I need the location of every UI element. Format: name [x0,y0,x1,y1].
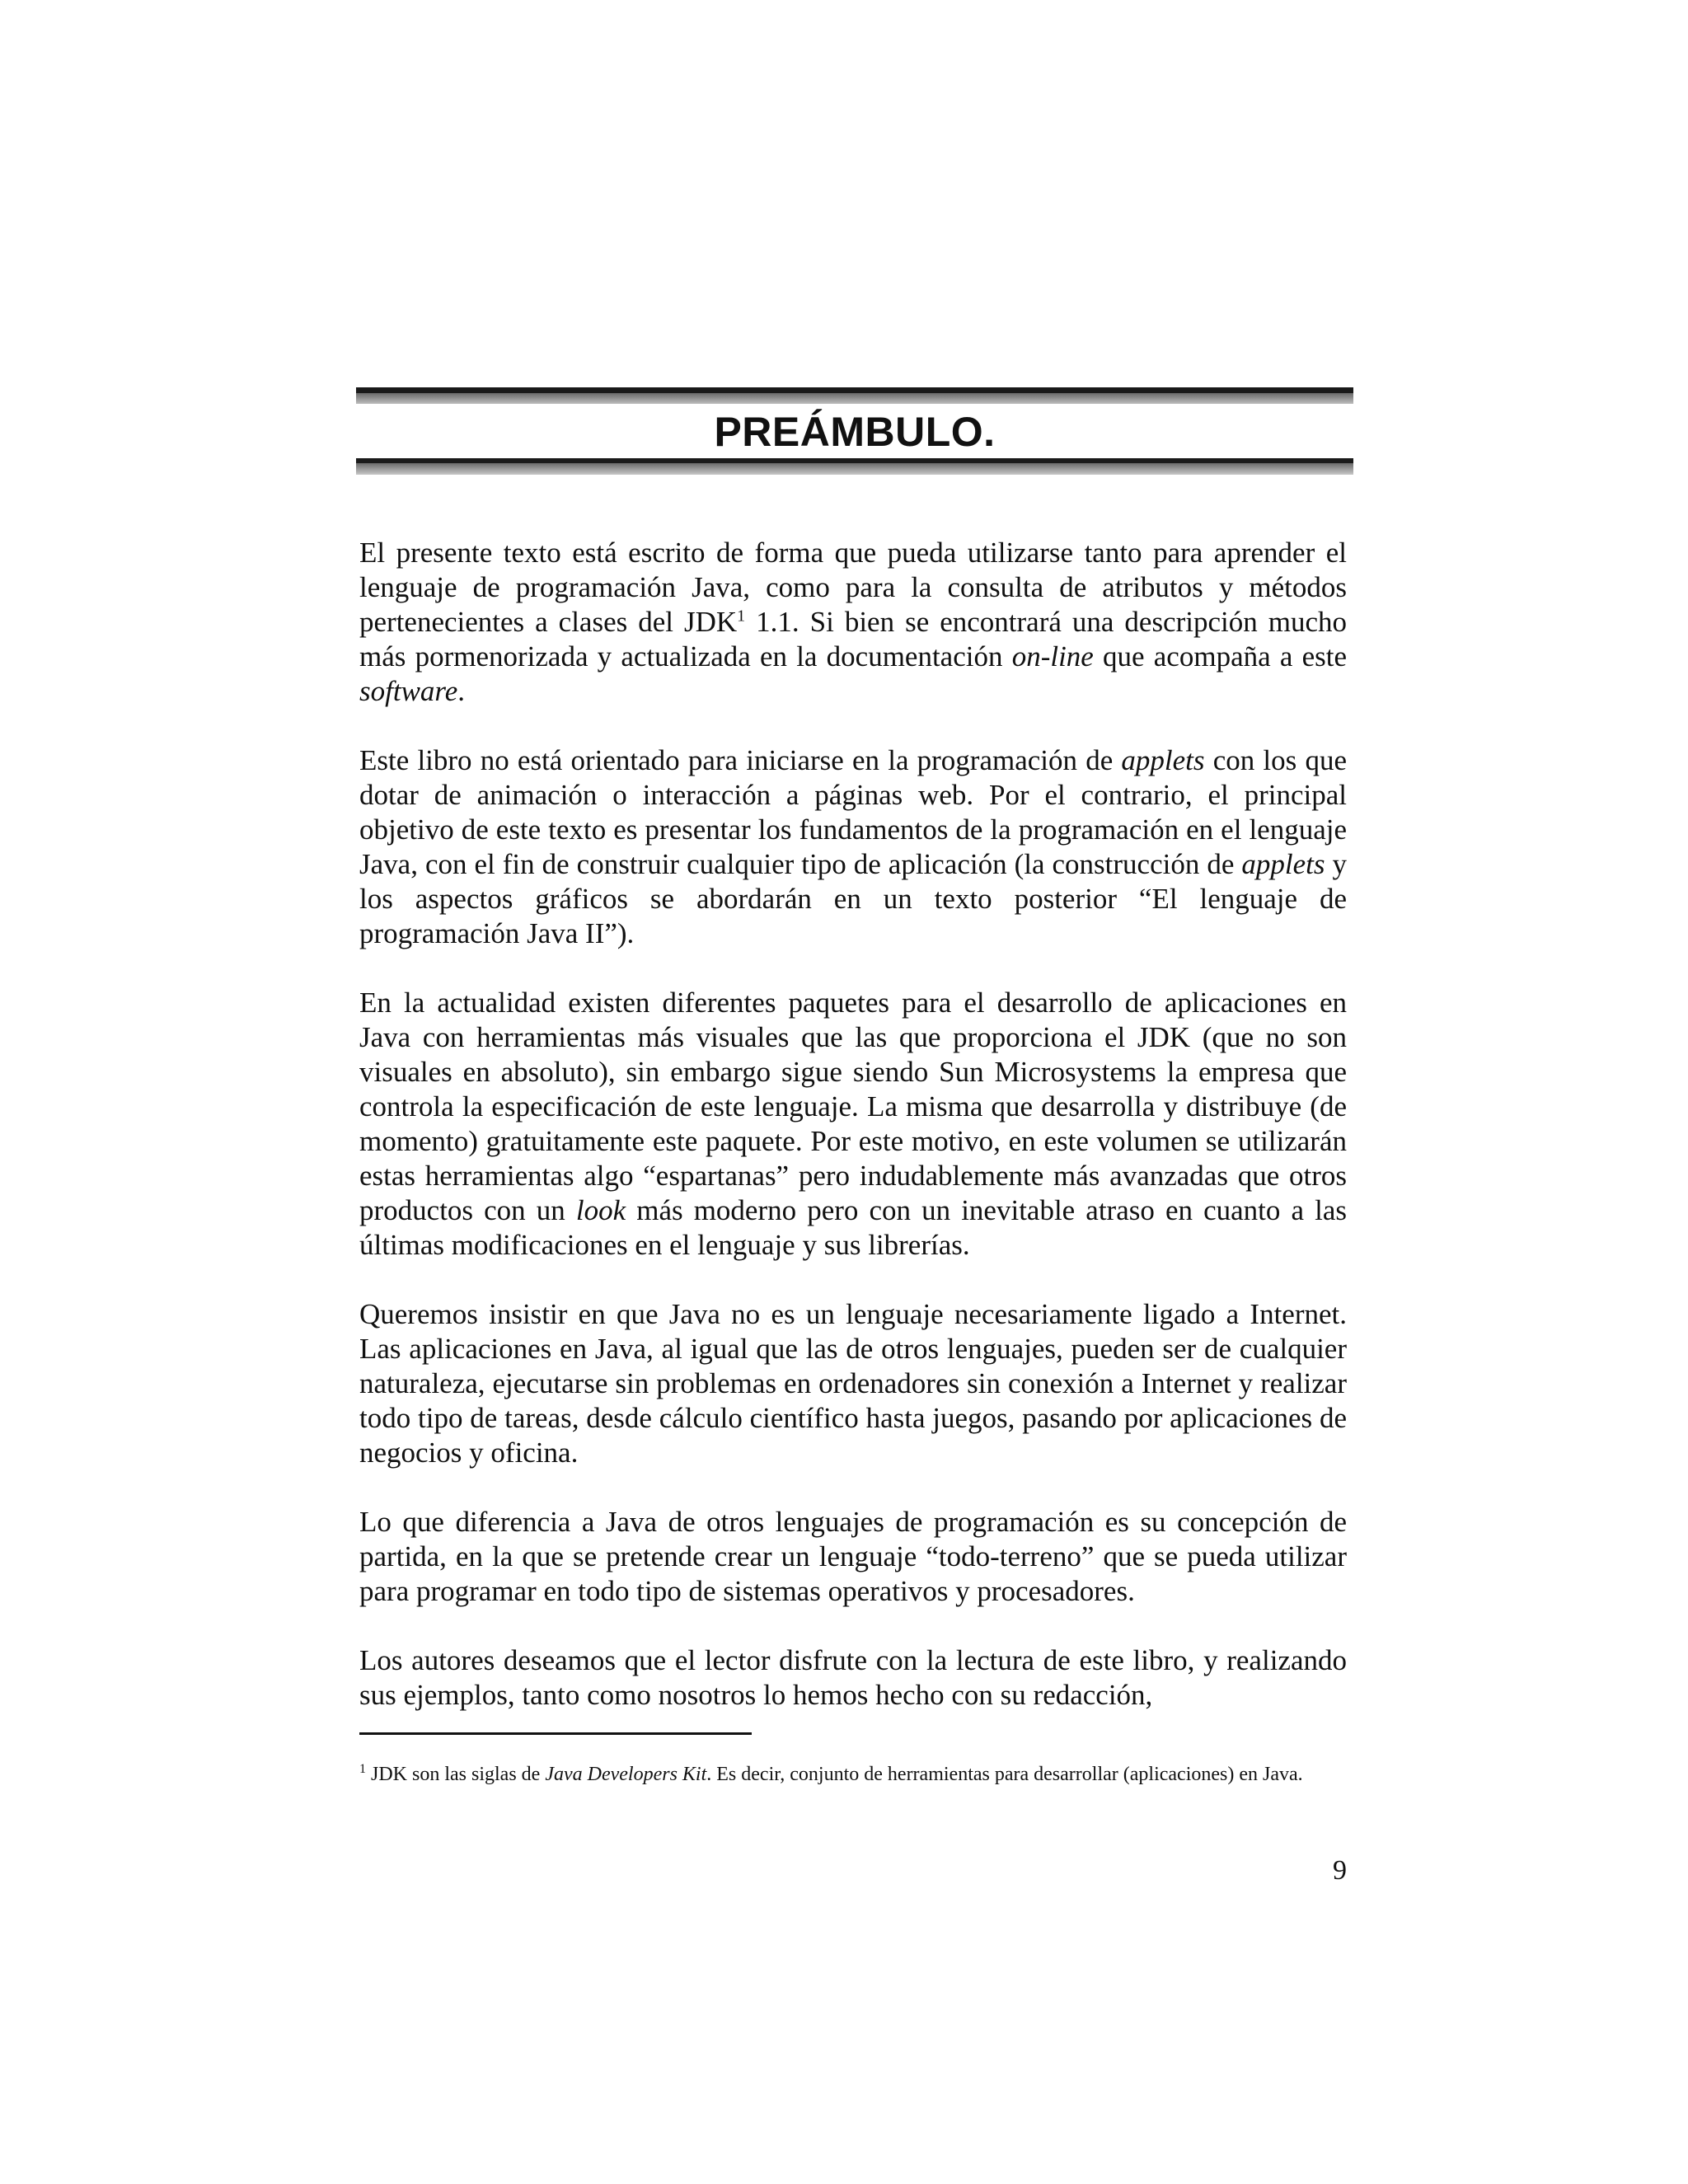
title-banner [356,387,1353,480]
footnote-separator [359,1732,752,1735]
paragraph-2-text-b: con los que dotar de animación o interacción a páginas web. Por el contrario, el principal objetivo de este texto es presentar los fundamentos de la programación en el lenguaje Java, con el fin de construir cualquier tipo de aplicación (la construcción de [359,744,1347,880]
paragraph-1-text-c: que acompaña a este [1093,640,1347,673]
footnote-reference: 1 [737,607,746,626]
body-text [359,536,1347,1713]
banner-top-rule [356,387,1353,393]
paragraph-2 [359,743,1347,951]
footnote-text-b: . Es decir, conjunto de herramientas para desarrollar (aplicaciones) en Java. [706,1764,1303,1785]
paragraph-2-text-a: Este libro no está orientado para iniciarse en la programación de [359,744,1122,776]
footnote-text-a: JDK son las siglas de [366,1764,546,1785]
paragraph-3 [359,986,1347,1263]
paragraph-3-text-b: más moderno pero con un inevitable atraso en cuanto a las últimas modificaciones en el lenguaje y sus librerías. [359,1194,1347,1261]
paragraph-2-italic-applets-1: applets [1121,744,1205,776]
paragraph-3-italic-look: look [575,1194,626,1226]
paragraph-1-text-b: 1.1. Si bien se encontrará una descripción mucho más pormenorizada y actualizada en la documentación [359,606,1347,673]
paragraph-5: Lo que diferencia a Java de otros lenguajes de programación es su concepción de partida, en la que se pretende crear un lenguaje “todo-terreno” que se pueda utilizar para programar en todo tipo de sistemas operativos y procesadores. [359,1506,1347,1607]
banner-top-shade [356,393,1353,404]
footnote-italic: Java Developers Kit [545,1764,707,1785]
paragraph-1 [359,536,1347,709]
paragraph-3-text-a: En la actualidad existen diferentes paquetes para el desarrollo de aplicaciones en Java con herramientas más visuales que las que proporciona el JDK (que no son visuales en absoluto), sin embargo sigue siendo Sun Microsystems la empresa que controla la especificación de este lenguaje. La misma que desarrolla y distribuye (de momento) gratuitamente este paquete. Por este motivo, en este volumen se utilizarán estas herramientas algo “espartanas” pero indudablemente más avanzadas que otros productos con un [359,987,1347,1226]
paragraph-2-italic-applets-2: applets [1241,848,1325,880]
page-number: 9 [1333,1855,1347,1886]
banner-bottom-shade [356,463,1353,475]
paragraph-4: Queremos insistir en que Java no es un lenguaje necesariamente ligado a Internet. Las aplicaciones en Java, al igual que las de otros lenguajes, pueden ser de cualquier naturaleza, ejecutarse sin problemas en ordenadores sin conexión a Internet y realizar todo tipo de tareas, desde cálculo científico hasta juegos, pasando por aplicaciones de negocios y oficina. [359,1298,1347,1469]
paragraph-1-text-a: El presente texto está escrito de forma que pueda utilizarse tanto para aprender el lenguaje de programación Java, como para la consulta de atributos y métodos pertenecientes a clases del JDK [359,537,1347,638]
chapter-title: PREÁMBULO. [714,409,996,455]
footnote-marker: 1 [359,1762,366,1776]
paragraph-1-italic-software: software [359,675,458,707]
paragraph-6: Los autores deseamos que el lector disfrute con la lectura de este libro, y realizando sus ejemplos, tanto como nosotros lo hemos hecho con su redacción, [359,1644,1347,1711]
paragraph-1-text-d: . [457,675,466,707]
footnote [359,1762,1347,1787]
paragraph-1-italic-online: on-line [1011,640,1094,673]
paragraph-2-text-c: y los aspectos gráficos se abordarán en un texto posterior “El lenguaje de programación Java II”). [359,848,1348,949]
